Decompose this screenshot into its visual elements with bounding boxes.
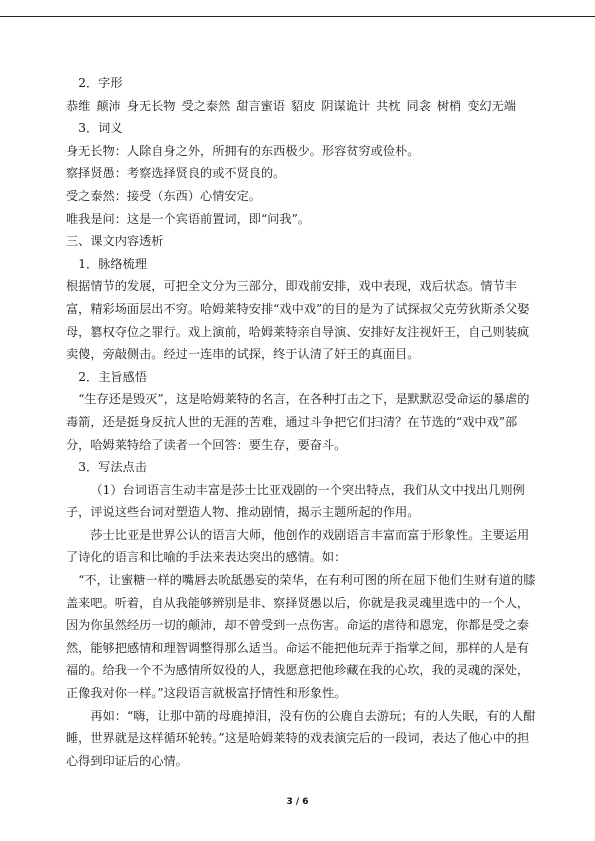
document-body (66, 72, 538, 772)
glyph-word: 甜言蜜语 (236, 98, 285, 113)
section-heading-glyph: 2．字形 (78, 76, 123, 90)
word-definition: 唯我是问：这是一个宾语前置词，即“问我”。 (66, 211, 311, 226)
glyph-word: 受之泰然 (181, 98, 231, 113)
glyph-word: 身无长物 (126, 98, 176, 113)
glyph-word: 共枕 (376, 98, 401, 113)
quote-paragraph: “不，让蜜糖一样的嘴唇去吮舐愚妄的荣华，在有利可图的所在屈下他们生财有道的膝盖来吧。听着，自从我能够辨别是非、察择贤愚以后，你就是我灵魂里选中的一个人，因为你虽然经历一切的颠沛，却不曾受到一点伤害。命运的虐待和恩宠，你都是受之泰然，能够把感情和理智调整得那么适当。命运不能把他玩弄于指掌之间，那样的人是有福的。给我一个不为感情所奴役的人，我愿意把他珍藏在我的心坎，我的灵魂的深处，正像我对你一样。”这段语言就极富抒情性和形象性。 (66, 573, 536, 701)
glyph-word: 颠沛 (96, 98, 121, 113)
glyph-word: 同衾 (406, 98, 431, 113)
glyph-word: 阴谋诡计 (321, 98, 371, 113)
section-heading-meaning: 3．词义 (78, 121, 123, 136)
subheading-theme: 2．主旨感悟 (78, 369, 147, 384)
paragraph-theme: “生存还是毁灭”，这是哈姆莱特的名言，在各种打击之下，是默默忍受命运的暴虐的毒箭，还是挺身反抗人世的无涯的苦难，通过斗争把它们扫清？在节选的“戏中戏”部分，哈姆莱特给了读者一个回答：要生存，要奋斗。 (66, 392, 530, 452)
glyph-word: 貂皮 (291, 98, 316, 113)
glyph-word: 变幻无端 (467, 98, 516, 113)
header-rule (0, 16, 595, 17)
glyph-word: 恭维 (66, 98, 91, 113)
glyph-word-list (66, 95, 538, 118)
paragraph-writing-2: 莎士比亚是世界公认的语言大师，他创作的戏剧语言丰富而富于形象性。主要运用了诗化的语言和比喻的手法来表达突出的感情。如： (66, 527, 530, 565)
paragraph-structure: 根据情节的发展，可把全文分为三部分，即戏前安排，戏中表现，戏后状态。情节丰富，精彩场面层出不穷。哈姆莱特安排“戏中戏”的目的是为了试探叔父克劳狄斯杀父娶母，篡权夺位之罪行。戏上演前，哈姆莱特亲自导演、安排好友注视奸王，自己则装疯卖傻，旁敲侧击。经过一连串的试探，终于认清了奸王的真面目。 (66, 279, 530, 362)
paragraph-writing-4: 再如：“嗨，让那中箭的母鹿掉泪，没有伤的公鹿自去游玩；有的人失眠，有的人酣睡，世界就是这样循环轮转。”这是哈姆莱特的戏表演完后的一段词，表达了他心中的担心得到印证后的心情。 (66, 708, 536, 768)
subheading-structure: 1．脉络梳理 (78, 256, 147, 271)
word-definition: 身无长物：人除自身之外，所拥有的东西极少。形容贫穷或俭朴。 (66, 143, 420, 158)
subheading-writing: 3．写法点击 (78, 460, 147, 475)
paragraph-writing-1: （1）台词语言生动丰富是莎士比亚戏剧的一个突出特点，我们从文中找出几则例子，评说这些台词对塑造人物、推动剧情，揭示主题所起的作用。 (66, 482, 525, 520)
glyph-word: 树梢 (436, 98, 462, 113)
word-definition: 察择贤愚：考察选择贤良的或不贤良的。 (66, 166, 286, 181)
part-heading: 三、课文内容透析 (66, 234, 164, 249)
word-definition: 受之泰然：接受（东西）心情安定。 (66, 188, 261, 203)
page-number: 3 / 6 (286, 797, 309, 807)
